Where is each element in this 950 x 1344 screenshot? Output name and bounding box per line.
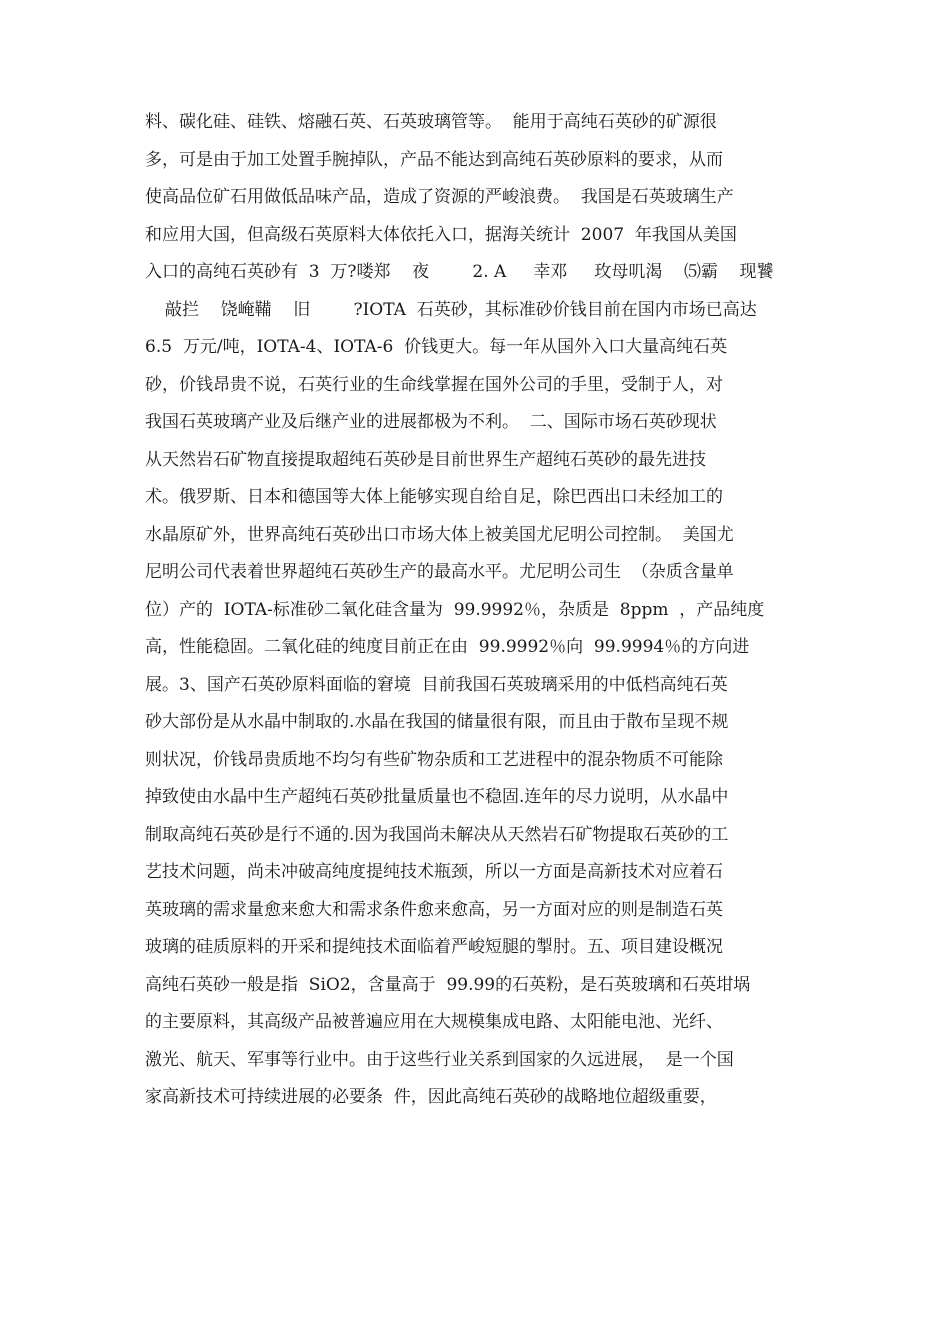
text-line: 则状况，价钱昂贵质地不均匀有些矿物杂质和工艺进程中的混杂物质不可能除 — [145, 749, 723, 770]
text-line: 水晶原矿外，世界高纯石英砂出口市场大体上被美国尤尼明公司控制。 美国尤 — [145, 524, 734, 545]
text-line: 从天然岩石矿物直接提取超纯石英砂是目前世界生产超纯石英砂的最先进技 — [145, 449, 706, 470]
text-line: 使高品位矿石用做低品味产品，造成了资源的严峻浪费。 我国是石英玻璃生产 — [145, 187, 734, 207]
text-line: 艺技术问题，尚未冲破高纯度提纯技术瓶颈，所以一方面是高新技术对应着石 — [145, 862, 723, 882]
text-line: 高，性能稳固。二氧化硅的纯度目前正在由 99.9992％向 99.9994％的方向进 — [145, 637, 750, 657]
text-line: 家高新技术可持续进展的必要条 件，因此高纯石英砂的战略地位超级重要， — [145, 1087, 717, 1107]
text-line: 入口的高纯石英砂有 3 万?喽郑 夜 2. A 幸邓 玫母叽渴 ⑸霸 现饕 — [145, 262, 774, 282]
text-line: 料、碳化硅、硅铁、熔融石英、石英玻璃管等。 能用于高纯石英砂的矿源很 — [145, 112, 717, 132]
text-line: 术。俄罗斯、日本和德国等大体上能够实现自给自足，除巴西出口未经加工的 — [145, 487, 723, 507]
text-line: 掉致使由水晶中生产超纯石英砂批量质量也不稳固.连年的尽力说明，从水晶中 — [145, 787, 729, 807]
text-line: 的主要原料，其高级产品被普遍应用在大规模集成电路、太阳能电池、光纤、 — [145, 1012, 723, 1032]
text-line: 敲拦 饶崦鞴 旧 ?IOTA 石英砂，其标准砂价钱目前在国内市场已高达 — [165, 299, 757, 320]
body-text — [145, 104, 825, 1117]
text-line: 英玻璃的需求量愈来愈大和需求条件愈来愈高，另一方面对应的则是制造石英 — [145, 899, 723, 920]
text-line: 位）产的 IOTA-标准砂二氧化硅含量为 99.9992％，杂质是 8ppm ，产品纯度 — [145, 599, 765, 620]
text-line: 我国石英玻璃产业及后继产业的进展都极为不利。 二、国际市场石英砂现状 — [145, 412, 717, 432]
text-line: 和应用大国，但高级石英原料大体依托入口，据海关统计 2007 年我国从美国 — [145, 224, 737, 245]
text-line: 玻璃的硅质原料的开采和提纯技术面临着严峻短腿的掣肘。五、项目建设概况 — [145, 937, 723, 957]
text-line: 6.5 万元/吨，IOTA-4、IOTA-6 价钱更大。每一年从国外入口大量高纯石英 — [145, 337, 728, 357]
text-line: 尼明公司代表着世界超纯石英砂生产的最高水平。尤尼明公司生 （杂质含量单 — [145, 562, 734, 582]
text-line: 激光、航天、军事等行业中。由于这些行业关系到国家的久远进展， 是一个国 — [145, 1049, 734, 1070]
text-line: 制取高纯石英砂是行不通的.因为我国尚未解决从天然岩石矿物提取石英砂的工 — [145, 824, 729, 845]
text-line: 砂大部份是从水晶中制取的.水晶在我国的储量很有限，而且由于散布呈现不规 — [145, 712, 729, 732]
text-line: 高纯石英砂一般是指 SiO2，含量高于 99.99的石英粉，是石英玻璃和石英坩埚 — [145, 974, 751, 995]
text-line: 展。3、国产石英砂原料面临的窘境 目前我国石英玻璃采用的中低档高纯石英 — [145, 674, 728, 695]
text-line: 多，可是由于加工处置手腕掉队，产品不能达到高纯石英砂原料的要求，从而 — [145, 149, 723, 170]
text-line: 砂，价钱昂贵不说，石英行业的生命线掌握在国外公司的手里，受制于人，对 — [145, 374, 723, 395]
